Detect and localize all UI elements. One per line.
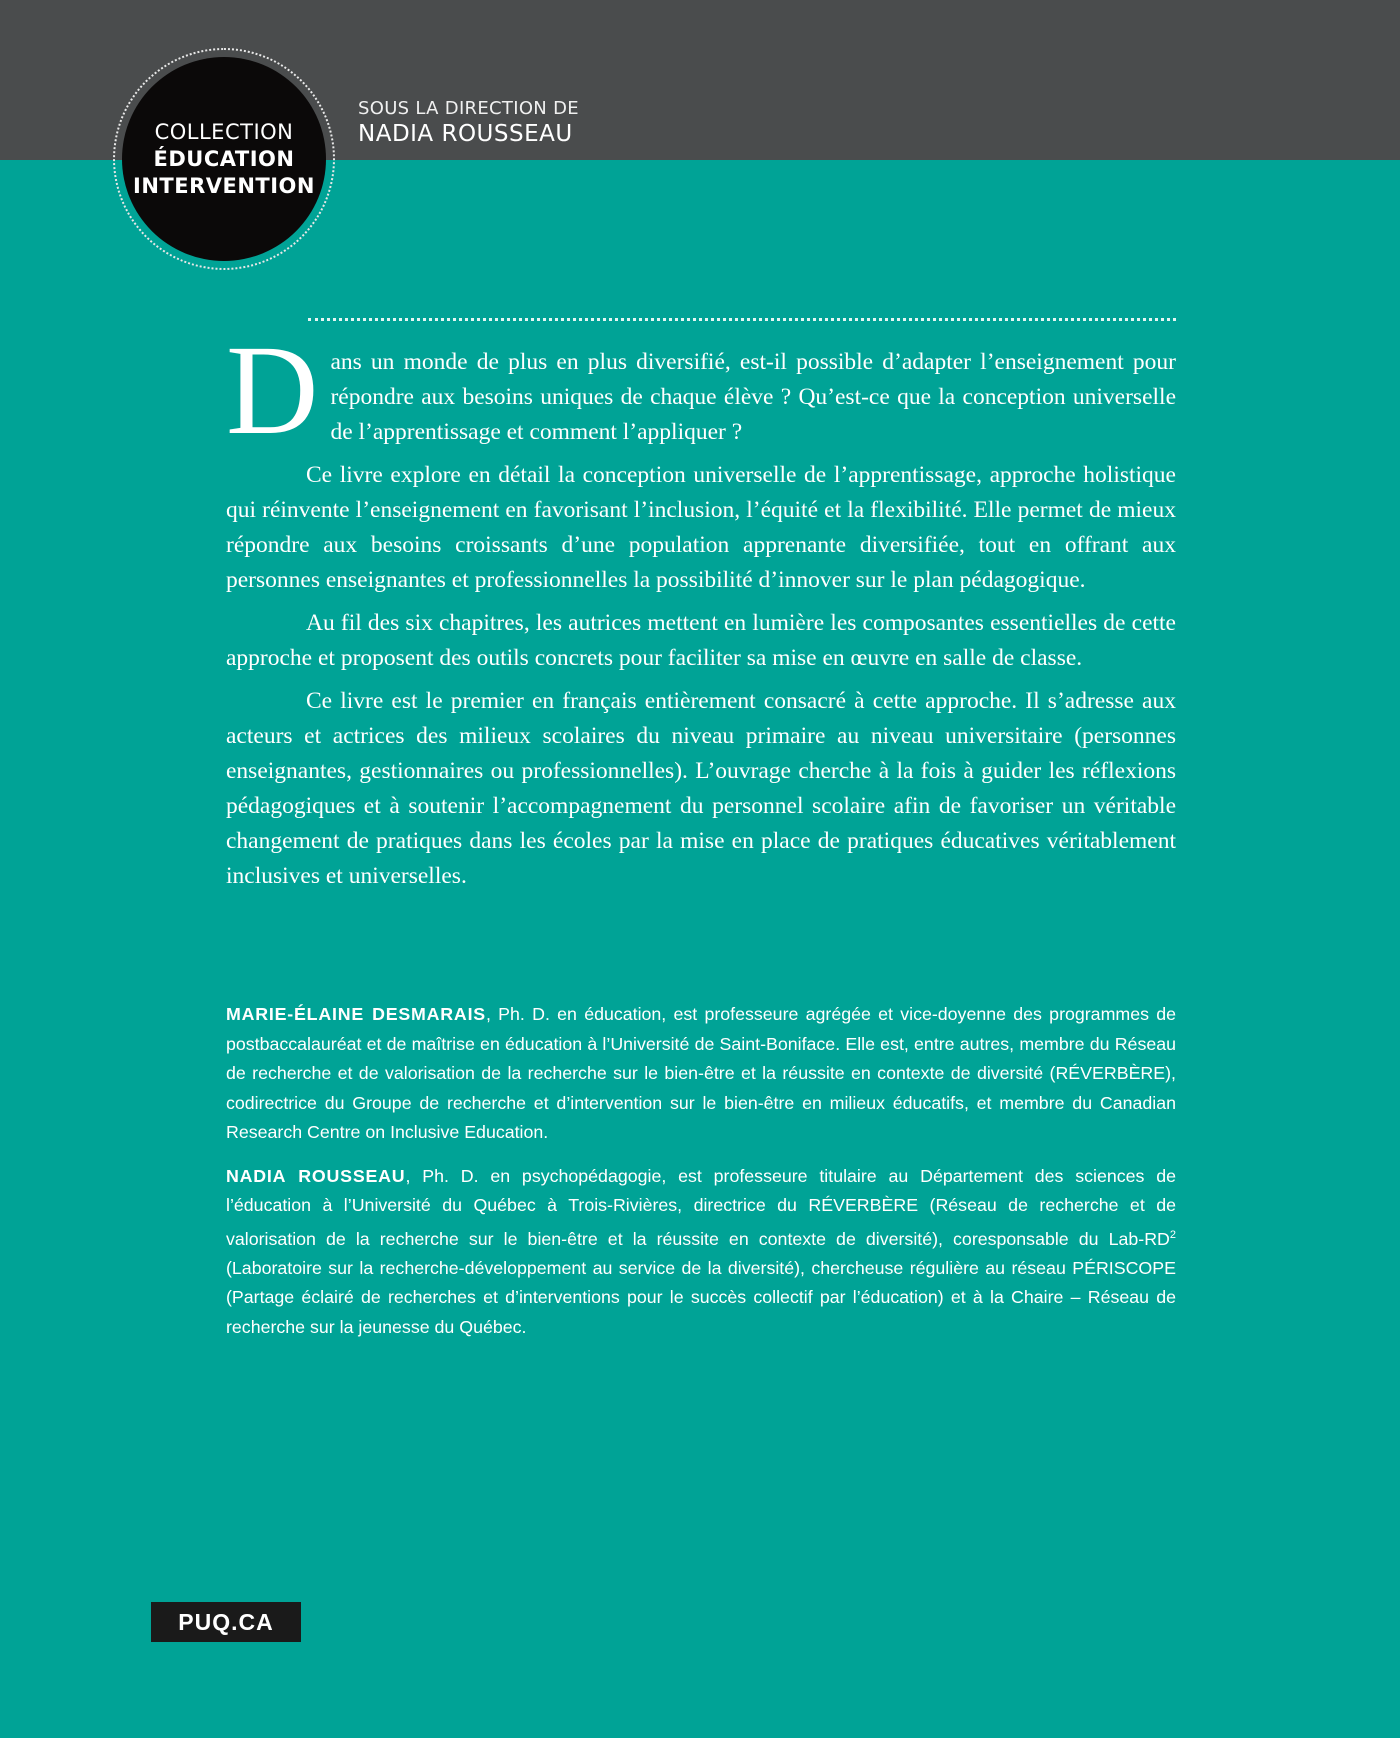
bio-text-continued: (Laboratoire sur la recherche-développement au service de la diversité), chercheuse régulière au réseau PÉRISCOPE (Partage éclairé de recherches et d’interventions pour le succès collectif par l’éducation) et à la Chaire – Réseau de recherche sur la jeunesse du Québec. (226, 1257, 1176, 1337)
direction-label: SOUS LA DIRECTION DE (358, 98, 579, 119)
author-bios (226, 1000, 1176, 1356)
dotted-divider (308, 318, 1176, 321)
director-name: NADIA ROUSSEAU (358, 121, 573, 147)
collection-name-line1: ÉDUCATION (153, 146, 295, 171)
book-description (226, 319, 1176, 902)
description-paragraph-2: Ce livre explore en détail la conception universelle de l’apprentissage, approche holistique qui réinvente l’enseignement en favorisant l’inclusion, l’équité et la flexibilité. Elle permet de mieux répondre aux besoins croissants d’une population apprenante diversifiée, tout en offrant aux personnes enseignantes et professionnelles la possibilité d’innover sur le plan pédagogique. (226, 462, 1176, 593)
description-paragraph-3: Au fil des six chapitres, les autrices mettent en lumière les composantes essentielles de cette approche et proposent des outils concrets pour faciliter sa mise en œuvre en salle de classe. (226, 610, 1176, 671)
bio-desmarais (226, 1000, 1176, 1148)
editor-credit (358, 98, 579, 147)
collection-badge (122, 57, 326, 261)
collection-name-line2: INTERVENTION (133, 173, 315, 198)
bio-text: , Ph. D. en psychopédagogie, est professeure titulaire au Département des sciences de l’éducation à l’Université du Québec à Trois-Rivières, directrice du RÉVERBÈRE (Réseau de recherche et de valorisation de la recherche sur le bien-être et la réussite en contexte de diversité), coresponsable du Lab-RD (226, 1165, 1177, 1249)
publisher-link[interactable]: PUQ.CA (151, 1602, 301, 1642)
intro-paragraph (226, 319, 1176, 461)
collection-label: COLLECTION (154, 119, 294, 144)
superscript: 2 (1169, 1228, 1176, 1241)
author-name: NADIA ROUSSEAU (226, 1165, 406, 1186)
intro-text: ans un monde de plus en plus diversifié, est-il possible d’adapter l’enseignement pour répondre aux besoins uniques de chaque élève ? Qu’est-ce que la conception universelle de l’apprentissage et comment l’appliquer ? (330, 349, 1176, 445)
author-name: MARIE-ÉLAINE DESMARAIS (226, 1004, 486, 1024)
bio-text: , Ph. D. en éducation, est professeure agrégée et vice-doyenne des programmes de postbaccalauréat et de maîtrise en éducation à l’Université de Saint-Boniface. Elle est, entre autres, membre du Réseau de recherche et de valorisation de la recherche sur le bien-être et la réussite en contexte de diversité (RÉVERBÈRE), codirectrice du Groupe de recherche et d’intervention sur le bien-être en milieux éducatifs, et membre du Canadian Research Centre on Inclusive Education. (226, 1004, 1177, 1142)
drop-cap: D (226, 319, 319, 461)
description-paragraph-4: Ce livre est le premier en français entièrement consacré à cette approche. Il s’adresse aux acteurs et actrices des milieux scolaires du niveau primaire au niveau universitaire (personnes enseignantes, gestionnaires ou professionnelles). L’ouvrage cherche à la fois à guider les réflexions pédagogiques et à soutenir l’accompagnement du personnel scolaire afin de favoriser un véritable changement de pratiques dans les écoles par la mise en place de pratiques éducatives véritablement inclusives et universelles. (226, 688, 1176, 889)
bio-rousseau (226, 1162, 1176, 1343)
